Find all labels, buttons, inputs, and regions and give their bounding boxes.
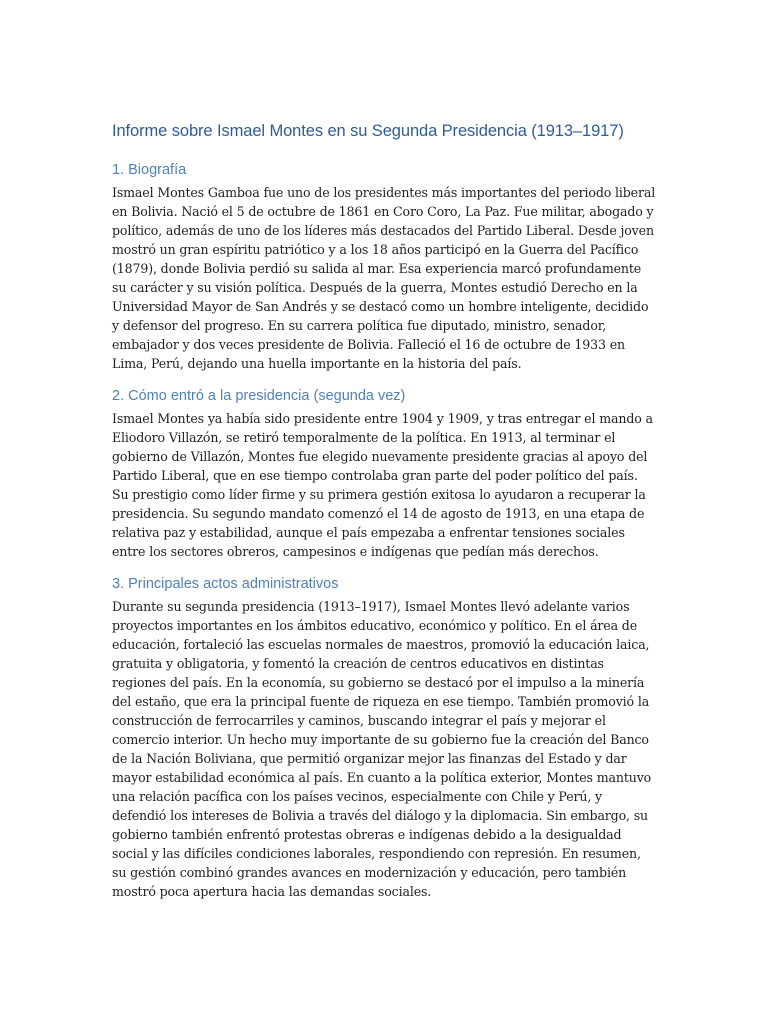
section-biografia [112,161,656,373]
document-title: Informe sobre Ismael Montes en su Segunda Presidencia (1913–1917) [112,122,624,140]
section-paragraph: Ismael Montes ya había sido presidente entre 1904 y 1909, y tras entregar el mando a Eliodoro Villazón, se retiró temporalmente de la política. En 1913, al terminar el gobierno de Villazón, Montes fue elegido nuevamente presidente gracias al apoyo del Partido Liberal, que en ese tiempo controlaba gran parte del poder político del país. Su prestigio como líder firme y su primera gestión exitosa lo ayudaron a recuperar la presidencia. Su segundo mandato comenzó el 14 de agosto de 1913, en una etapa de relativa paz y estabilidad, aunque el país empezaba a enfrentar tensiones sociales entre los sectores obreros, campesinos e indígenas que pedían más derechos. [112,411,653,559]
section-actos-administrativos [112,575,656,901]
section-paragraph: Durante su segunda presidencia (1913–1917), Ismael Montes llevó adelante varios proyectos importantes en los ámbitos educativo, económico y político. En el área de educación, fortaleció las escuelas normales de maestros, promovió la educación laica, gratuita y obligatoria, y fomentó la creación de centros educativos en distintas regiones del país. En la economía, su gobierno se destacó por el impulso a la minería del estaño, que era la principal fuente de riqueza en ese tiempo. También promovió la construcción de ferrocarriles y caminos, buscando integrar el país y mejorar el comercio interior. Un hecho muy importante de su gobierno fue la creación del Banco de la Nación Boliviana, que permitió organizar mejor las finanzas del Estado y dar mayor estabilidad económica al país. En cuanto a la política exterior, Montes mantuvo una relación pacífica con los países vecinos, especialmente con Chile y Perú, y defendió los intereses de Bolivia a través del diálogo y la diplomacia. Sin embargo, su gobierno también enfrentó protestas obreras e indígenas debido a la desigualdad social y las difíciles condiciones laborales, respondiendo con represión. En resumen, su gestión combinó grandes avances en modernización y educación, pero también mostró poca apertura hacia las demandas sociales. [112,599,652,899]
section-paragraph: Ismael Montes Gamboa fue uno de los presidentes más importantes del periodo liberal en Bolivia. Nació el 5 de octubre de 1861 en Coro Coro, La Paz. Fue militar, abogado y político, además de uno de los líderes más destacados del Partido Liberal. Desde joven mostró un gran espíritu patriótico y a los 18 años participó en la Guerra del Pacífico (1879), donde Bolivia perdió su salida al mar. Esa experiencia marcó profundamente su carácter y su visión política. Después de la guerra, Montes estudió Derecho en la Universidad Mayor de San Andrés y se destacó como un hombre inteligente, decidido y defensor del progreso. En su carrera política fue diputado, ministro, senador, embajador y dos veces presidente de Bolivia. Falleció el 16 de octubre de 1933 en Lima, Perú, dejando una huella importante en la historia del país. [112,185,656,371]
section-presidencia [112,387,656,561]
section-heading: 1. Biografía [112,162,187,178]
section-heading: 3. Principales actos administrativos [112,576,339,592]
section-heading: 2. Cómo entró a la presidencia (segunda vez) [112,388,406,404]
